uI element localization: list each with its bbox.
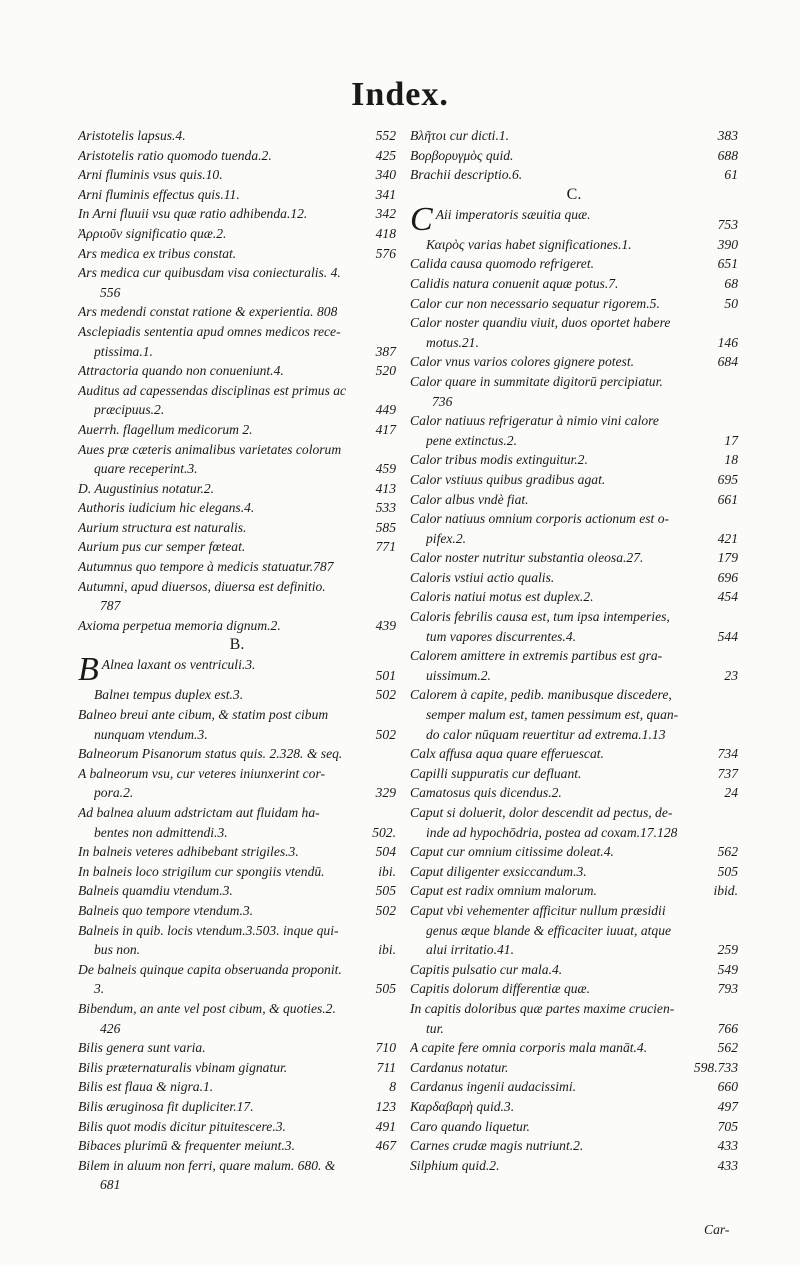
index-entry-text: A balneorum vsu, cur veteres iniunxerint cor-	[78, 765, 326, 781]
index-page-number: 737	[717, 765, 738, 781]
index-page-number: 688	[717, 147, 738, 163]
index-page-number: 695	[717, 471, 738, 487]
index-entry	[410, 294, 738, 314]
index-entry-text: Asclepiadis sententia apud omnes medicos rece-	[78, 323, 341, 339]
index-page-number: ibi.	[378, 863, 396, 879]
index-entry	[410, 568, 738, 588]
index-page-number: 505	[375, 981, 396, 997]
index-entry-text: Balneı tempus duplex est.3.	[94, 687, 244, 703]
index-entry	[410, 372, 738, 392]
index-entry	[78, 165, 396, 185]
index-entry-text: Calor noster quandiu viuit, duos oportet habere	[410, 315, 671, 331]
index-entry	[410, 1156, 738, 1176]
index-page-number: 418	[375, 225, 396, 241]
index-page-number: 342	[375, 206, 396, 222]
index-entry	[410, 313, 738, 333]
index-entry-text: 3.	[94, 981, 105, 997]
index-entry	[410, 411, 738, 431]
index-entry	[78, 1077, 396, 1097]
index-entry-text: Bilis genera sunt varia.	[78, 1040, 206, 1056]
index-page-ref: 736	[432, 393, 453, 409]
section-letter: C.	[566, 185, 582, 203]
index-entry	[410, 205, 738, 235]
index-entry-text: Attractoria quando non conueniunt.4.	[78, 363, 284, 379]
index-page-number: 502.	[372, 824, 396, 840]
index-page-number: 497	[717, 1098, 738, 1114]
index-entry-text: Bilem in aluum non ferri, quare malum. 680. &	[78, 1157, 336, 1173]
index-entry-text: Camatosus quis dicendus.2.	[410, 785, 562, 801]
index-entry	[410, 1038, 738, 1058]
index-entry-text: motus.21.	[426, 334, 479, 350]
index-entry-text: Caput diligenter exsiccandum.3.	[410, 863, 587, 879]
index-entry	[78, 901, 396, 921]
index-entry-text: pene extinctus.2.	[426, 432, 517, 448]
index-entry	[410, 705, 738, 725]
index-entry	[410, 627, 738, 647]
index-entry	[78, 479, 396, 499]
index-entry-text: Ad balnea aluum adstrictam aut fluidam ha-	[78, 805, 320, 820]
index-entry	[78, 420, 396, 440]
index-entry	[78, 204, 396, 224]
index-entry-text: Capitis dolorum differentiæ quæ.	[410, 981, 591, 997]
index-page-number: 504	[375, 844, 396, 860]
index-entry-text: tum vapores discurrentes.4.	[426, 628, 577, 644]
index-entry	[410, 274, 738, 294]
index-entry-text: Ἀρριοῦν significatio quæ.2.	[78, 225, 227, 241]
index-entry-text: Carnes crudæ magis nutriunt.2.	[410, 1138, 584, 1154]
index-entry	[410, 1058, 738, 1078]
index-entry-text: Balneo breui ante cibum, & statim post cibum	[78, 707, 329, 723]
index-entry-text: tur.	[426, 1020, 444, 1036]
index-entry	[78, 1117, 396, 1137]
index-entry-text: Balneis quamdiu vtendum.3.	[78, 883, 233, 899]
index-page-number: 454	[717, 589, 738, 605]
index-entry	[410, 744, 738, 764]
index-entry	[78, 518, 396, 538]
index-page-number: 505	[717, 863, 738, 879]
index-page-number: 387	[375, 343, 396, 359]
index-entry-text: Calorem à capite, pedib. manibusque discedere,	[410, 687, 672, 703]
index-entry-text: Calor quare in summitate digitorū percipiatur.	[410, 373, 663, 389]
index-entry-text: alui irritatio.41.	[426, 942, 514, 958]
index-entry	[410, 1077, 738, 1097]
index-entry-text: Aurium structura est naturalis.	[78, 519, 247, 535]
index-entry-text: Aristotelis ratio quomodo tuenda.2.	[78, 147, 272, 163]
index-entry-text: do calor nūquam reuertitur ad extrema.1.13	[426, 726, 666, 742]
index-entry-text: De balneis quinque capita obseruanda proponit.	[78, 961, 342, 977]
index-entry	[78, 823, 396, 843]
index-entry-text: Aurium pus cur semper fœteat.	[78, 539, 246, 555]
index-page-number: 24	[724, 785, 738, 801]
index-entry-text: Autumnus quo tempore à medicis statuatur.787	[78, 559, 334, 575]
index-page-number: 562	[717, 1040, 738, 1056]
index-entry	[78, 244, 396, 264]
index-entry	[78, 1058, 396, 1078]
index-page-number: 50	[724, 295, 738, 311]
index-entry	[78, 862, 396, 882]
index-entry-text: Cardanus notatur.	[410, 1059, 509, 1075]
catchword: Car-	[704, 1222, 730, 1237]
index-entry	[78, 537, 396, 557]
index-entry-text: Caloris natiui motus est duplex.2.	[410, 589, 594, 605]
index-entry-text: Axioma perpetua memoria dignum.2.	[78, 617, 281, 633]
index-page-ref: 426	[100, 1020, 121, 1036]
index-page-number: 544	[717, 628, 738, 644]
index-entry	[78, 146, 396, 166]
index-entry-text: Silphium quid.2.	[410, 1157, 500, 1173]
index-entry-text: Calor tribus modis extinguitur.2.	[410, 452, 588, 468]
index-entry	[410, 685, 738, 705]
index-page-number: 23	[724, 667, 738, 683]
index-entry-text: Καρδαβαρὴ quid.3.	[410, 1098, 515, 1114]
index-page-number: 259	[717, 942, 738, 958]
index-page-number: 413	[375, 480, 396, 496]
index-entry	[78, 999, 396, 1019]
index-entry	[410, 470, 738, 490]
index-entry	[78, 842, 396, 862]
index-page-number: 576	[375, 245, 396, 261]
index-entry-text: In balneis veteres adhibebant strigiles.3.	[78, 844, 299, 860]
index-entry	[78, 1136, 396, 1156]
index-entry	[78, 685, 396, 705]
index-entry-text: Bibaces plurimū & frequenter meiunt.3.	[78, 1138, 295, 1154]
index-entry	[78, 322, 396, 342]
index-page-number: 533	[375, 500, 396, 516]
index-page-number: 753	[717, 217, 738, 233]
index-entry	[78, 979, 396, 999]
index-entry-text: Calor natiuus refrigeratur à nimio vini calore	[410, 413, 659, 429]
index-entry	[410, 431, 738, 451]
index-page-ref: 787	[100, 598, 121, 614]
index-entry	[78, 126, 396, 146]
index-entry-text: Balneis in quib. locis vtendum.3.503. inque qui-	[78, 922, 339, 938]
index-entry-text: Bilis quot modis dicitur pituitescere.3.	[78, 1118, 286, 1134]
index-page-number: 552	[375, 128, 396, 143]
index-page-number: 684	[717, 354, 738, 370]
index-page-number: 179	[717, 550, 738, 566]
index-entry-text: Calor natiuus omnium corporis actionum est o-	[410, 511, 670, 527]
index-entry	[410, 1097, 738, 1117]
drop-cap: B	[78, 655, 99, 686]
index-entry-text: Cardanus ingenii audacissimi.	[410, 1079, 577, 1095]
index-entry	[78, 263, 396, 283]
index-page-number: 651	[717, 256, 738, 272]
index-entry-text: Caput cur omnium citissime doleat.4.	[410, 844, 614, 860]
index-entry-text: Capilli suppuratis cur defluant.	[410, 765, 582, 781]
index-page-number: 710	[375, 1040, 396, 1056]
index-entry	[78, 1097, 396, 1117]
index-entry-text: Arni fluminis vsus quis.10.	[78, 167, 223, 183]
index-page-number: 467	[375, 1138, 396, 1154]
index-page-number: 433	[717, 1138, 738, 1154]
index-entry	[410, 1136, 738, 1156]
index-entry	[78, 498, 396, 518]
index-entry-text: In balneis loco strigilum cur spongiis vtendū.	[78, 863, 325, 879]
index-page-number: 660	[717, 1079, 738, 1095]
index-page-number: 661	[717, 491, 738, 507]
page-title: Index.	[351, 76, 449, 113]
index-entry	[78, 921, 396, 941]
index-entry-text: Arni fluminis effectus quis.11.	[78, 186, 240, 202]
index-entry	[78, 381, 396, 401]
index-entry-text: Caloris vstiui actio qualis.	[410, 569, 555, 585]
index-page-number: 425	[375, 147, 396, 163]
index-entry-text: D. Augustinius notatur.2.	[78, 480, 215, 496]
index-page-number: 421	[717, 530, 738, 546]
index-entry-text: Autumni, apud diuersos, diuersa est definitio.	[78, 578, 326, 594]
index-entry-text: semper malum est, tamen pessimum est, quan-	[426, 707, 679, 723]
index-entry	[410, 352, 738, 372]
index-entry	[410, 254, 738, 274]
index-entry	[78, 803, 396, 823]
index-entry	[410, 783, 738, 803]
index-entry-text: uissimum.2.	[426, 667, 491, 683]
index-page-number: 502	[375, 687, 396, 703]
index-page-number: 705	[717, 1118, 738, 1134]
index-page-number: 505	[375, 883, 396, 899]
index-entry-text: Calor vnus varios colores gignere potest.	[410, 354, 635, 370]
index-entry	[410, 126, 738, 146]
index-entry-text: Bibendum, an ante vel post cibum, & quoties.2.	[78, 1000, 336, 1016]
index-entry-text: pora.2.	[94, 785, 134, 801]
drop-cap: C	[410, 204, 433, 235]
index-entry	[78, 224, 396, 244]
index-page-number: ibid.	[713, 883, 738, 899]
index-page-number: 549	[717, 961, 738, 977]
index-entry	[78, 744, 396, 764]
index-entry-text: Βλῆτοι cur dicti.1.	[410, 128, 510, 143]
index-entry-text: Caput si doluerit, dolor descendit ad pectus, de-	[410, 805, 673, 820]
index-entry-text: nunquam vtendum.3.	[94, 726, 208, 742]
index-page-number: 433	[717, 1157, 738, 1173]
index-entry	[410, 901, 738, 921]
index-entry-text: In capitis doloribus quæ partes maxime crucien-	[410, 1000, 675, 1016]
index-entry	[410, 764, 738, 784]
index-entry	[78, 940, 396, 960]
index-entry	[410, 146, 738, 166]
index-entry	[410, 940, 738, 960]
index-page-number: 68	[724, 275, 738, 291]
index-entry-text: Ars medica ex tribus constat.	[78, 245, 237, 261]
index-page-number: 734	[717, 746, 738, 762]
index-entry	[78, 459, 396, 479]
index-entry	[410, 862, 738, 882]
index-entry-text: ptissima.1.	[94, 343, 153, 359]
index-entry-text: Ars medendi constat ratione & experientia. 808	[78, 304, 338, 320]
index-page-number: 502	[375, 726, 396, 742]
index-page-number: 61	[724, 167, 738, 183]
index-entry	[410, 587, 738, 607]
index-entry	[78, 400, 396, 420]
index-entry-text: quare receperint.3.	[94, 461, 198, 477]
index-page-number: 340	[375, 167, 396, 183]
index-entry	[410, 509, 738, 529]
index-page-ref: 556	[100, 284, 121, 300]
index-page-number: 123	[375, 1098, 396, 1114]
index-entry-text: Authoris iudicium hic elegans.4.	[78, 500, 255, 516]
index-entry-text: Caloris febrilis causa est, tum ipsa intemperies,	[410, 609, 670, 625]
index-page-number: 793	[717, 981, 738, 997]
index-entry	[78, 302, 396, 322]
index-page-number: 771	[375, 539, 396, 555]
index-entry-text: Καιρὸς varias habet significationes.1.	[426, 236, 632, 252]
section-letter: B.	[229, 636, 245, 654]
index-page-number: 520	[375, 363, 396, 379]
index-entry-text: Βορβορυγμὸς quid.	[410, 147, 514, 163]
index-page-number: 390	[717, 236, 738, 252]
index-entry	[78, 783, 396, 803]
index-column-left	[78, 126, 396, 1195]
index-entry-text: Aristotelis lapsus.4.	[78, 128, 186, 143]
index-page-number: 696	[717, 569, 738, 585]
index-page-number: 585	[375, 519, 396, 535]
index-page-number: ibi.	[378, 942, 396, 958]
index-entry-text: Caro quando liquetur.	[410, 1118, 530, 1134]
index-entry	[410, 1019, 738, 1039]
index-page-number: 439	[375, 617, 396, 633]
index-page-number: 8	[389, 1079, 396, 1095]
index-page-number: 329	[375, 785, 396, 801]
index-entry	[78, 705, 396, 725]
index-page-number: 491	[375, 1118, 396, 1134]
index-entry	[78, 440, 396, 460]
index-entry	[78, 655, 396, 685]
index-entry-text: Balneorum Pisanorum status quis. 2.328. & seq.	[78, 746, 343, 762]
index-entry	[410, 960, 738, 980]
index-entry-text: bus non.	[94, 942, 141, 958]
index-entry	[410, 235, 738, 255]
index-entry-text: Bilis est flaua & nigra.1.	[78, 1079, 214, 1095]
index-page-number: 383	[717, 128, 738, 143]
index-entry	[410, 333, 738, 353]
index-entry	[78, 1038, 396, 1058]
index-page-number: 502	[375, 902, 396, 918]
index-entry	[410, 666, 738, 686]
index-entry-text: Caput vbi vehementer afficitur nullum præsidii	[410, 902, 666, 918]
index-entry	[410, 725, 738, 745]
index-entry-text: genus æque blande & efficaciter iuuat, atque	[426, 922, 672, 938]
index-entry-text: Calor noster nutritur substantia oleosa.27.	[410, 550, 644, 566]
index-entry-text: Calor vstiuus quibus gradibus agat.	[410, 471, 606, 487]
index-entry-text: præcipuus.2.	[94, 402, 165, 418]
index-page-number: 449	[375, 402, 396, 418]
index-entry	[410, 823, 738, 843]
index-entry	[78, 725, 396, 745]
index-entry-text: Brachii descriptio.6.	[410, 167, 523, 183]
index-entry-text: Bilis æruginosa fit dupliciter.17.	[78, 1098, 254, 1114]
index-entry-text: inde ad hypochōdria, postea ad coxam.17.128	[426, 824, 678, 840]
index-entry-text: A capite fere omnia corporis mala manāt.4.	[410, 1040, 648, 1056]
index-page-number: 17	[724, 432, 738, 448]
index-entry-text: C Aii imperatoris sæuitia quæ.	[410, 204, 591, 235]
index-entry	[410, 165, 738, 185]
index-entry	[78, 577, 396, 597]
index-entry-text: Calor albus vndè fiat.	[410, 491, 529, 507]
index-entry	[78, 361, 396, 381]
index-entry	[410, 529, 738, 549]
index-page-number: 711	[376, 1059, 396, 1075]
index-entry	[78, 557, 396, 577]
index-page-number: 501	[375, 667, 396, 683]
index-page-number: 766	[717, 1020, 738, 1036]
index-page-number: 18	[724, 452, 738, 468]
index-entry	[410, 979, 738, 999]
index-page-number: 459	[375, 461, 396, 477]
index-entry-text: Aues præ cæteris animalibus varietates colorum	[78, 441, 342, 457]
index-entry	[410, 921, 738, 941]
index-entry	[78, 1156, 396, 1176]
index-entry-text: bentes non admittendi.3.	[94, 824, 228, 840]
index-entry	[78, 881, 396, 901]
index-entry	[410, 450, 738, 470]
index-entry	[78, 764, 396, 784]
index-entry	[410, 803, 738, 823]
index-page-number: 417	[375, 421, 396, 437]
index-entry-text: Caput est radix omnium malorum.	[410, 883, 597, 899]
index-entry-text: Calorem amittere in extremis partibus est gra-	[410, 648, 663, 664]
index-entry	[410, 646, 738, 666]
index-entry	[78, 960, 396, 980]
index-entry	[78, 342, 396, 362]
index-page-number: 341	[375, 186, 396, 202]
index-entry	[410, 881, 738, 901]
index-entry	[410, 999, 738, 1019]
index-entry	[410, 607, 738, 627]
index-entry-text: Calida causa quomodo refrigeret.	[410, 256, 595, 272]
index-entry-text: Bilis præternaturalis vbinam gignatur.	[78, 1059, 288, 1075]
index-entry-text: Ars medica cur quibusdam visa coniecturalis. 4.	[78, 265, 341, 281]
index-page-number: 146	[717, 334, 738, 350]
index-entry-text: Auditus ad capessendas disciplinas est primus ac	[78, 382, 347, 398]
index-entry-text: pifex.2.	[426, 530, 467, 546]
index-entry	[410, 548, 738, 568]
index-entry-text: Calor cur non necessario sequatur rigorem.5.	[410, 295, 660, 311]
index-column-right	[410, 126, 738, 1175]
index-entry-text: Balneis quo tempore vtendum.3.	[78, 902, 254, 918]
index-entry	[78, 616, 396, 636]
index-entry-text: Auerrh. flagellum medicorum 2.	[78, 421, 253, 437]
index-entry-text: B Alnea laxant os ventriculi.3.	[78, 655, 256, 686]
index-entry	[410, 490, 738, 510]
index-entry	[410, 842, 738, 862]
index-page-ref: 681	[100, 1177, 121, 1193]
index-entry-text: Calidis natura conuenit aquæ potus.7.	[410, 275, 619, 291]
index-entry-text: Calx affusa aqua quare efferuescat.	[410, 746, 604, 762]
index-entry	[78, 185, 396, 205]
index-entry-text: Capitis pulsatio cur mala.4.	[410, 961, 563, 977]
index-page-number: 598.733	[693, 1059, 738, 1075]
index-entry-text: In Arni fluuii vsu quæ ratio adhibenda.12.	[78, 206, 308, 222]
index-page-number: 562	[717, 844, 738, 860]
index-entry	[410, 1117, 738, 1137]
